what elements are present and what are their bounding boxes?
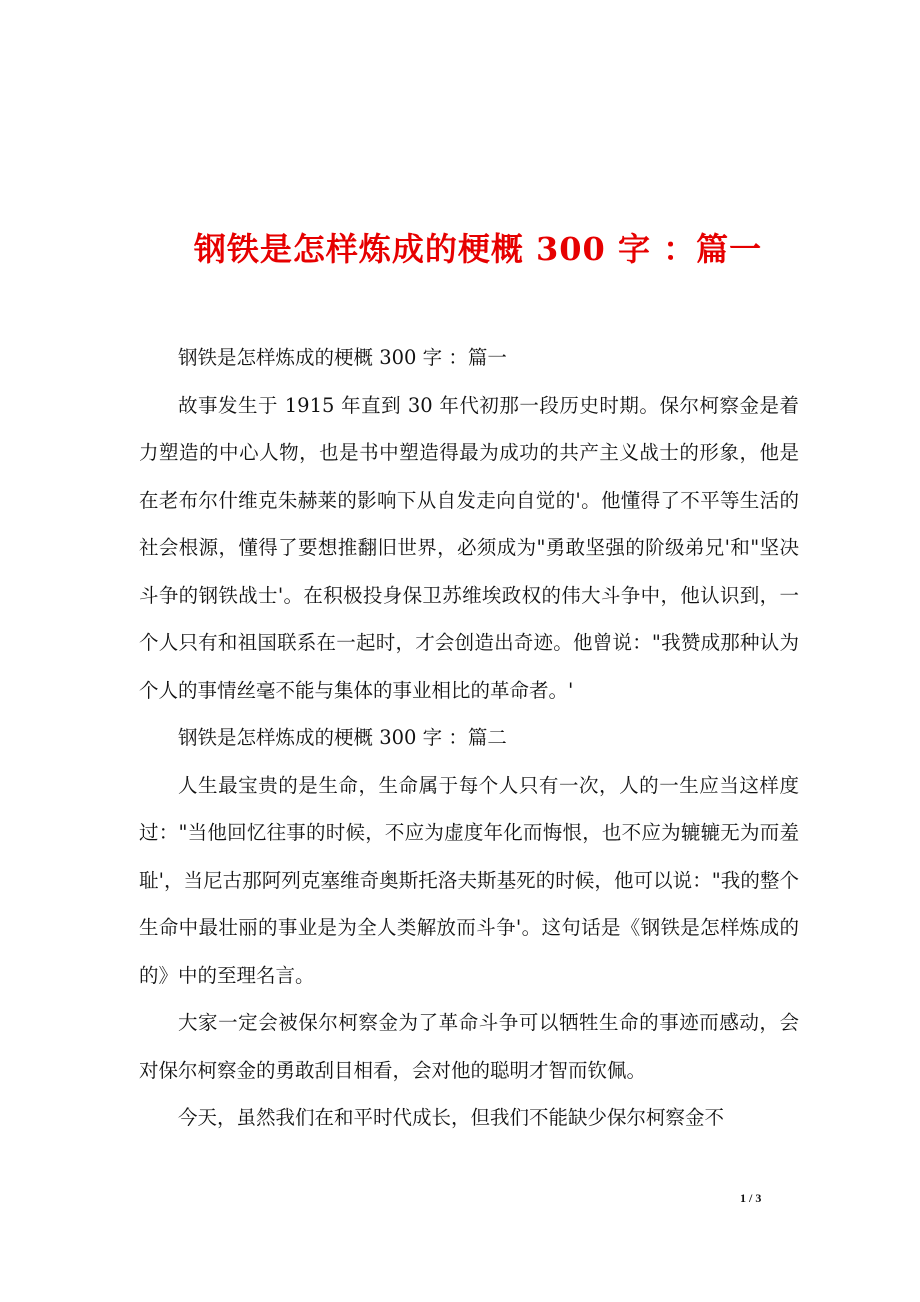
document-body xyxy=(139,334,799,1142)
document-title: 钢铁是怎样炼成的梗概 300 字 ：篇一 xyxy=(193,230,763,269)
paragraph: 人生最宝贵的是生命，生命属于每个人只有一次，人的一生应当这样度过："当他回忆往事的时候，不应为虚度年化而悔恨，也不应为辘辘无为而羞耻'，当尼古那阿列克塞维奇奥斯托洛夫斯基死的时候，他可以说："我的整个生命中最壮丽的事业是为全人类解放而斗争'。这句话是《钢铁是怎样炼成的的》中的至理名言。 xyxy=(139,773,799,987)
paragraph: 大家一定会被保尔柯察金为了革命斗争可以牺牲生命的事迹而感动，会对保尔柯察金的勇敢刮目相看，会对他的聪明才智而钦佩。 xyxy=(139,1011,799,1082)
paragraph: 故事发生于 1915 年直到 30 年代初那一段历史时期。保尔柯察金是着力塑造的中心人物，也是书中塑造得最为成功的共产主义战士的形象，他是在老布尔什维克朱赫莱的影响下从自发走向自觉的'。他懂得了不平等生活的社会根源，懂得了要想推翻旧世界，必须成为"勇敢坚强的阶级弟兄'和"坚决斗争的钢铁战士'。在积极投身保卫苏维埃政权的伟大斗争中，他认识到，一个人只有和祖国联系在一起时，才会创造出奇迹。他曾说："我赞成那种认为个人的事情丝毫不能与集体的事业相比的革命者。' xyxy=(139,393,799,702)
paragraph: 今天，虽然我们在和平时代成长，但我们不能缺少保尔柯察金不 xyxy=(178,1106,725,1129)
paragraph-heading-2: 钢铁是怎样炼成的梗概 300 字 ：篇二 xyxy=(178,726,507,749)
paragraph-heading-1: 钢铁是怎样炼成的梗概 300 字 ：篇一 xyxy=(178,346,507,369)
page-number: 1 / 3 xyxy=(740,1191,762,1205)
